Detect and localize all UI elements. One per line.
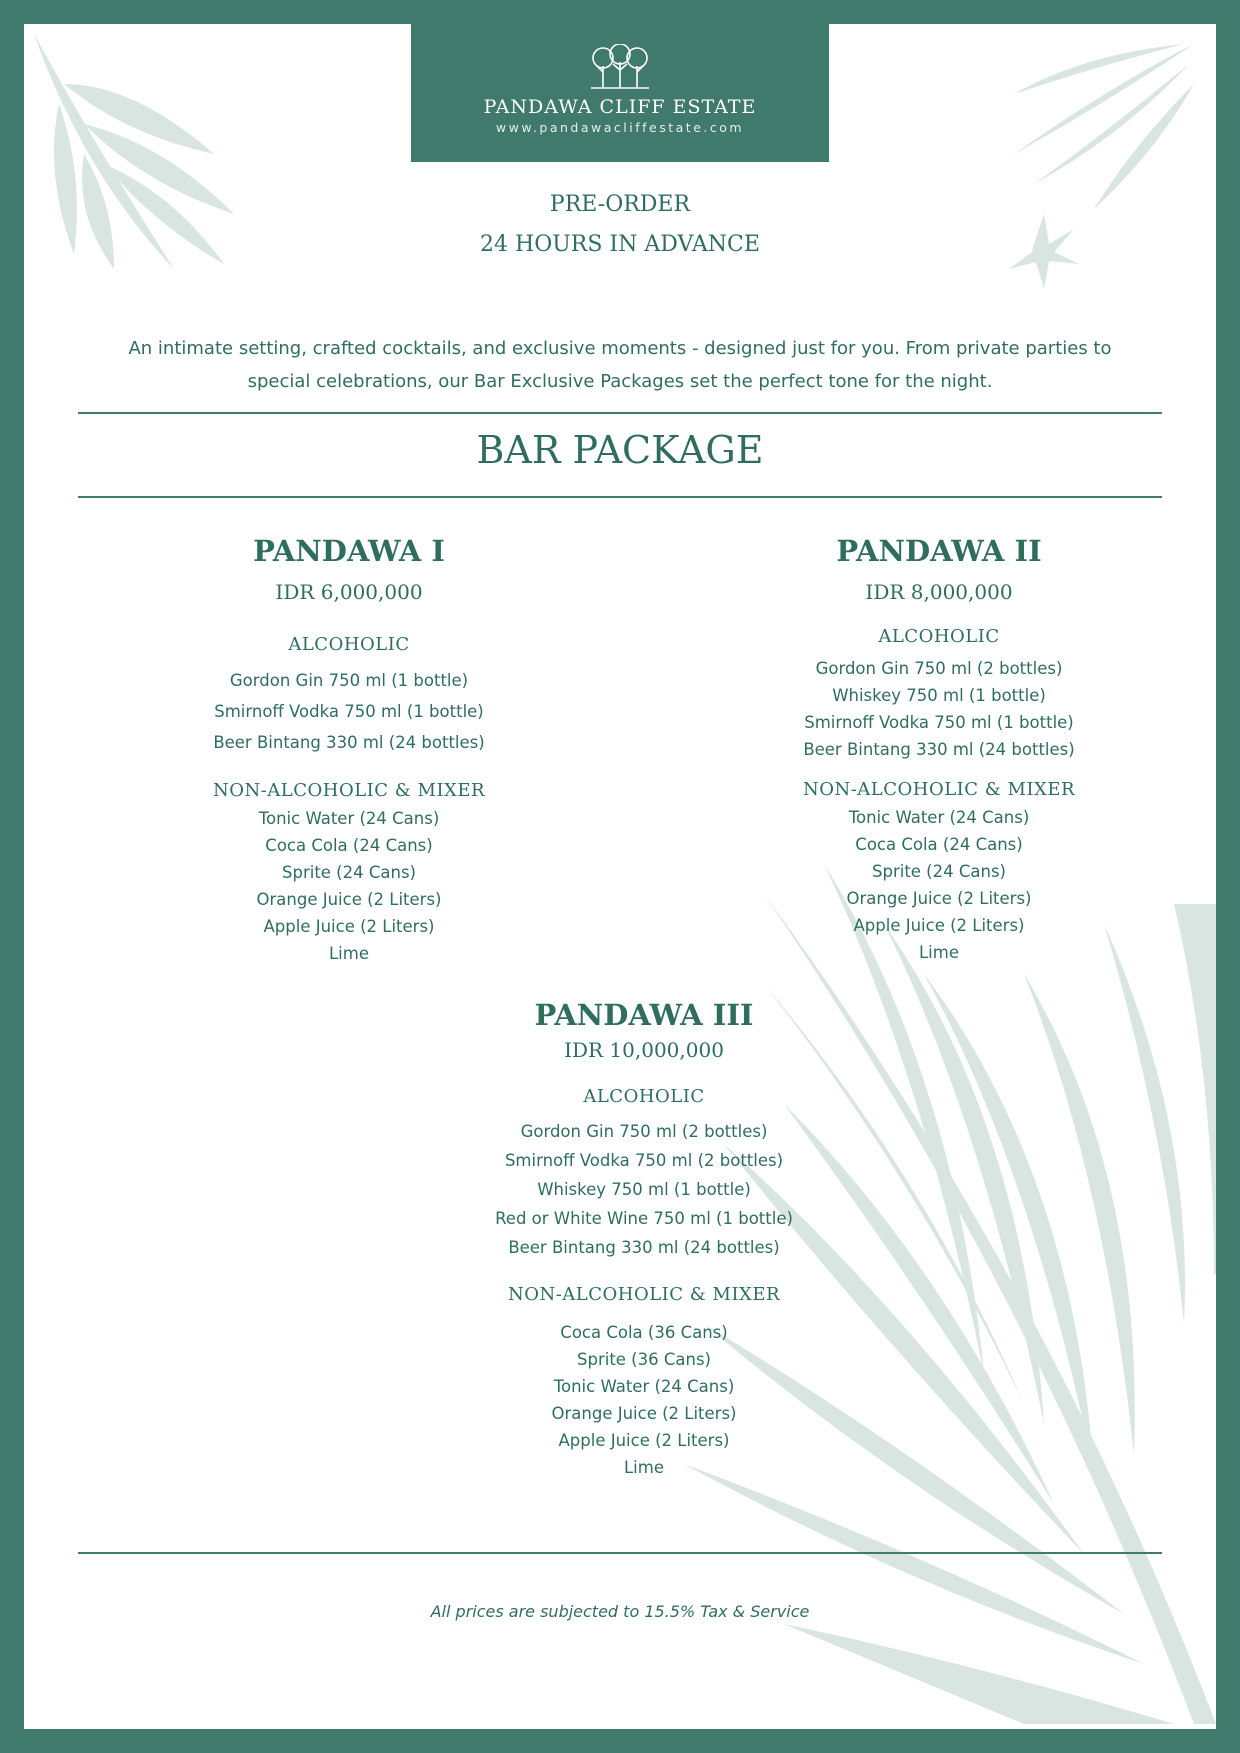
- package-pandawa-3: [374, 998, 914, 1481]
- divider-top: [78, 412, 1162, 414]
- list-item: Orange Juice (2 Liters): [256, 890, 442, 909]
- list-item: Apple Juice (2 Liters): [558, 1431, 730, 1450]
- list-item: Gordon Gin 750 ml (2 bottles): [815, 659, 1063, 678]
- package-name: PANDAWA III: [534, 998, 754, 1032]
- list-item: Smirnoff Vodka 750 ml (1 bottle): [804, 713, 1074, 732]
- intro-text: An intimate setting, crafted cocktails, and exclusive moments - designed just for you. From private parties to special celebrations, our Bar Exclusive Packages set the perfect tone for the night.: [128, 338, 1112, 392]
- list-item: Coca Cola (24 Cans): [855, 835, 1023, 854]
- brand-url: www.pandawacliffestate.com: [495, 120, 745, 135]
- list-item: Sprite (24 Cans): [872, 862, 1006, 881]
- package-name: PANDAWA II: [836, 534, 1042, 568]
- divider-bottom: [78, 1552, 1162, 1554]
- list-item: Coca Cola (36 Cans): [560, 1323, 728, 1342]
- list-item: Whiskey 750 ml (1 bottle): [537, 1180, 751, 1199]
- list-item: Coca Cola (24 Cans): [265, 836, 433, 855]
- divider-title-bottom: [78, 496, 1162, 498]
- page-title: BAR PACKAGE: [476, 428, 764, 472]
- list-item: Red or White Wine 750 ml (1 bottle): [495, 1209, 793, 1228]
- menu-page: [24, 24, 1216, 1729]
- package-price: IDR 6,000,000: [275, 580, 423, 604]
- list-item: Lime: [623, 1458, 664, 1477]
- preorder-line-1: PRE-ORDER: [549, 192, 691, 217]
- nonalcoholic-heading: NON-ALCOHOLIC & MIXER: [212, 780, 486, 801]
- package-name: PANDAWA I: [253, 534, 445, 568]
- brand-name: PANDAWA CLIFF ESTATE: [483, 96, 757, 118]
- package-pandawa-1: [104, 534, 594, 967]
- alcoholic-heading: ALCOHOLIC: [288, 634, 410, 655]
- list-item: Smirnoff Vodka 750 ml (2 bottles): [504, 1151, 784, 1170]
- list-item: Apple Juice (2 Liters): [853, 916, 1025, 935]
- brand-header: [411, 24, 829, 162]
- nonalcoholic-heading: NON-ALCOHOLIC & MIXER: [507, 1284, 781, 1305]
- nonalcoholic-heading: NON-ALCOHOLIC & MIXER: [802, 779, 1076, 800]
- package-price: IDR 10,000,000: [564, 1038, 724, 1062]
- list-item: Gordon Gin 750 ml (2 bottles): [520, 1122, 768, 1141]
- list-item: Beer Bintang 330 ml (24 bottles): [803, 740, 1075, 759]
- list-item: Tonic Water (24 Cans): [553, 1377, 735, 1396]
- list-item: Orange Juice (2 Liters): [846, 889, 1032, 908]
- list-item: Sprite (36 Cans): [577, 1350, 711, 1369]
- alcoholic-heading: ALCOHOLIC: [583, 1086, 705, 1107]
- list-item: Tonic Water (24 Cans): [848, 808, 1030, 827]
- list-item: Lime: [328, 944, 369, 963]
- list-item: Beer Bintang 330 ml (24 bottles): [508, 1238, 780, 1257]
- alcoholic-heading: ALCOHOLIC: [878, 626, 1000, 647]
- package-pandawa-2: [694, 534, 1184, 966]
- list-item: Apple Juice (2 Liters): [263, 917, 435, 936]
- list-item: Gordon Gin 750 ml (1 bottle): [229, 671, 469, 690]
- list-item: Sprite (24 Cans): [282, 863, 416, 882]
- list-item: Beer Bintang 330 ml (24 bottles): [213, 733, 485, 752]
- package-price: IDR 8,000,000: [865, 580, 1013, 604]
- list-item: Orange Juice (2 Liters): [551, 1404, 737, 1423]
- list-item: Lime: [918, 943, 959, 962]
- list-item: Tonic Water (24 Cans): [258, 809, 440, 828]
- list-item: Whiskey 750 ml (1 bottle): [832, 686, 1046, 705]
- tree-logo-icon: [583, 44, 657, 94]
- list-item: Smirnoff Vodka 750 ml (1 bottle): [214, 702, 484, 721]
- preorder-line-2: 24 HOURS IN ADVANCE: [480, 232, 760, 257]
- tax-note: All prices are subjected to 15.5% Tax & Service: [430, 1602, 810, 1621]
